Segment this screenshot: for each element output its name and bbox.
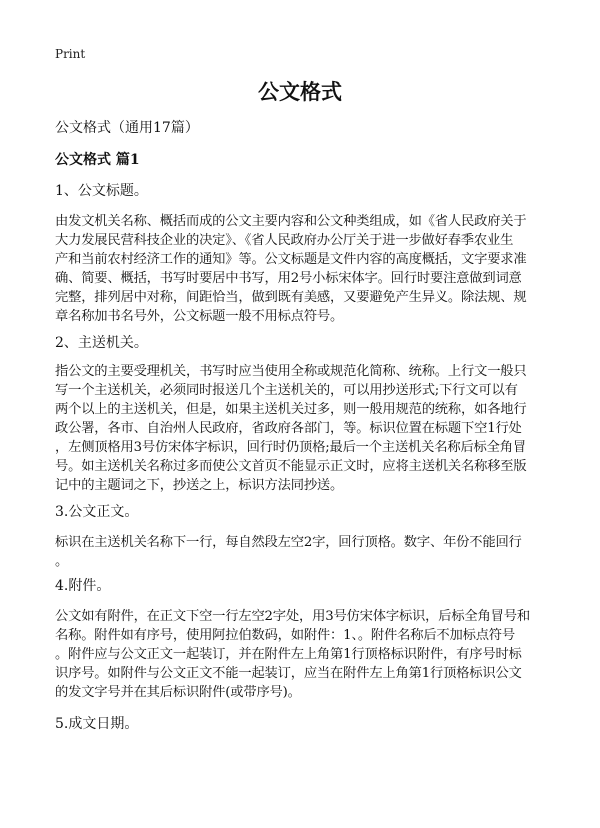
section-paragraph-2 [55,362,547,495]
paragraph-line: 的发文字号并在其后标识附件(或带序号)。 [55,685,301,700]
document-subtitle: 公文格式（通用17篇） [55,120,199,136]
paragraph-line: 公文如有附件，在正文下空一行左空2字处，用3号仿宋体字标识，后标全角冒号和 [55,609,530,624]
paragraph-line: 记中的主题词之下，抄送之上，标识方法同抄送。 [55,478,344,493]
document-title: 公文格式 [258,80,342,104]
paragraph-line: ，左侧顶格用3号仿宋体字标识，回行时仍顶格;最后一个主送机关名称后标全角冒 [55,440,526,455]
paragraph-line: 大力发展民营科技企业的决定》、《省人民政府办公厅关于进一步做好春季农业生 [55,233,514,248]
section-paragraph-4 [55,607,547,702]
paragraph-line: 写一个主送机关，必须同时报送几个主送机关的，可以用抄送形式;下行文可以有 [55,383,518,398]
paragraph-line: 政公署，各市、自治州人民政府，省政府各部门，等。标识位置在标题下空1行处 [55,421,522,436]
section-heading-4: 4.附件。 [55,578,111,594]
paragraph-line: 标识在主送机关名称下一行，每自然段左空2字，回行顶格。数字、年份不能回行 [55,535,522,550]
paragraph-line: 号。如主送机关名称过多而使公文首页不能显示正文时，应将主送机关名称移至版 [55,459,527,474]
section-heading-1: 1、公文标题。 [55,183,148,199]
paragraph-line: 两个以上的主送机关，但是，如果主送机关过多，则一般用规范的统称，如各地行 [55,402,527,417]
paragraph-line: 名称。附件如有序号，使用阿拉伯数码，如附件：1、。附件名称后不加标点符号 [55,628,515,643]
paragraph-line: 识序号。如附件与公文正文不能一起装订，应当在附件左上角第1行顶格标识公文 [55,666,522,681]
section-heading-3: 3.公文正文。 [55,504,139,520]
section-paragraph-3 [55,533,547,571]
section-title: 公文格式 篇1 [55,152,140,168]
paragraph-line: 由发文机关名称、概括而成的公文主要内容和公文种类组成，如《省人民政府关于 [55,214,527,229]
paragraph-line: 完整，排列居中对称，间距恰当，做到既有美感，又要避免产生异义。除法规、规 [55,290,527,305]
paragraph-line: 确、简要、概括，书写时要居中书写，用2号小标宋体字。回行时要注意做到词意 [55,271,522,286]
paragraph-line: 。 [55,554,69,569]
section-heading-2: 2、主送机关。 [55,335,148,351]
paragraph-line: 指公文的主要受理机关，书写时应当使用全称或规范化简称、统称。上行文一般只 [55,364,527,379]
section-paragraph-1 [55,212,547,326]
paragraph-line: 。附件应与公文正文一起装订，并在附件左上角第1行顶格标识附件，有序号时标 [55,647,522,662]
print-label[interactable]: Print [55,47,86,61]
paragraph-line: 产和当前农村经济工作的通知》等。公文标题是文件内容的高度概括，文字要求准 [55,252,527,267]
section-heading-5: 5.成文日期。 [55,716,139,732]
paragraph-line: 章名称加书名号外，公文标题一般不用标点符号。 [55,309,344,324]
